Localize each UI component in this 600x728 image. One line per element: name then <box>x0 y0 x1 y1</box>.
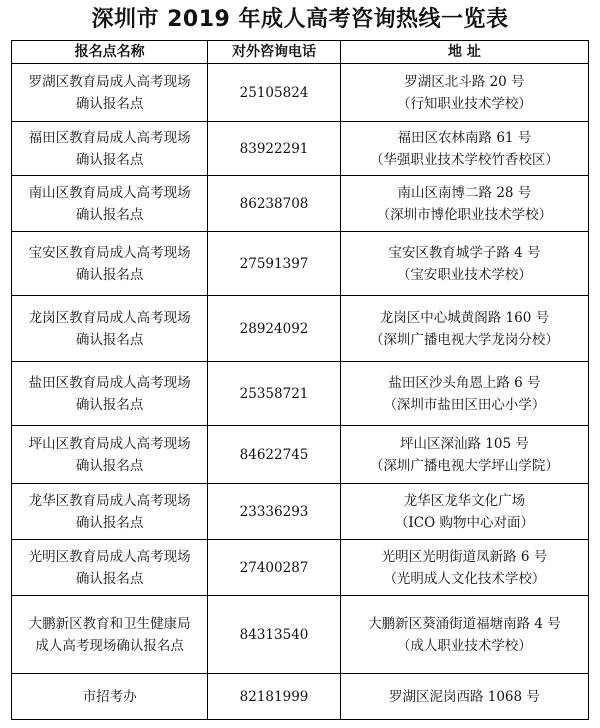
document-title: 深圳市 2019 年成人高考咨询热线一览表 <box>91 7 509 32</box>
cell-address: 南山区南博二路 28 号 （深圳市博伦职业技术学校） <box>340 176 588 232</box>
table-row <box>12 426 589 484</box>
cell-address: 罗湖区北斗路 20 号 （行知职业技术学校） <box>340 64 588 122</box>
cell-name: 罗湖区教育局成人高考现场 确认报名点 <box>12 64 208 122</box>
table-header-row <box>12 41 589 64</box>
cell-phone: 84313540 <box>208 596 341 674</box>
cell-phone: 25358721 <box>208 362 341 426</box>
cell-address: 罗湖区泥岗西路 1068 号 <box>340 674 588 720</box>
table-row <box>12 64 589 122</box>
cell-phone: 86238708 <box>208 176 341 232</box>
cell-address: 盐田区沙头角恩上路 6 号 （深圳市盐田区田心小学） <box>340 362 588 426</box>
table-row <box>12 362 589 426</box>
cell-phone: 28924092 <box>208 296 341 362</box>
table-row <box>12 176 589 232</box>
cell-phone: 83922291 <box>208 122 341 176</box>
cell-address: 福田区农林南路 61 号 （华强职业技术学校竹香校区） <box>340 122 588 176</box>
cell-name: 宝安区教育局成人高考现场 确认报名点 <box>12 232 208 296</box>
cell-address: 龙华区龙华文化广场 （ICO 购物中心对面） <box>340 484 588 540</box>
cell-phone: 82181999 <box>208 674 341 720</box>
table-row <box>12 596 589 674</box>
cell-phone: 84622745 <box>208 426 341 484</box>
cell-address: 大鹏新区葵涌街道福塘南路 4 号 （成人职业技术学校） <box>340 596 588 674</box>
hotline-table <box>11 40 589 720</box>
cell-address: 宝安区教育城学子路 4 号 （宝安职业技术学校） <box>340 232 588 296</box>
cell-address: 龙岗区中心城黄阁路 160 号 （深圳广播电视大学龙岗分校） <box>340 296 588 362</box>
cell-name: 盐田区教育局成人高考现场 确认报名点 <box>12 362 208 426</box>
header-address: 地 址 <box>340 41 588 64</box>
cell-name: 福田区教育局成人高考现场 确认报名点 <box>12 122 208 176</box>
cell-name: 市招考办 <box>12 674 208 720</box>
cell-name: 龙岗区教育局成人高考现场 确认报名点 <box>12 296 208 362</box>
cell-phone: 23336293 <box>208 484 341 540</box>
cell-name: 光明区教育局成人高考现场 确认报名点 <box>12 540 208 596</box>
cell-phone: 25105824 <box>208 64 341 122</box>
cell-address: 光明区光明街道凤新路 6 号 （光明成人文化技术学校） <box>340 540 588 596</box>
cell-name: 大鹏新区教育和卫生健康局 成人高考现场确认报名点 <box>12 596 208 674</box>
header-name: 报名点名称 <box>12 41 208 64</box>
cell-address: 坪山区深汕路 105 号 （深圳广播电视大学坪山学院） <box>340 426 588 484</box>
table-row <box>12 484 589 540</box>
cell-phone: 27400287 <box>208 540 341 596</box>
cell-name: 坪山区教育局成人高考现场 确认报名点 <box>12 426 208 484</box>
cell-name: 南山区教育局成人高考现场 确认报名点 <box>12 176 208 232</box>
table-row <box>12 674 589 720</box>
table-row <box>12 122 589 176</box>
table-row <box>12 540 589 596</box>
table-row <box>12 296 589 362</box>
cell-name: 龙华区教育局成人高考现场 确认报名点 <box>12 484 208 540</box>
table-row <box>12 232 589 296</box>
cell-phone: 27591397 <box>208 232 341 296</box>
header-phone: 对外咨询电话 <box>208 41 341 64</box>
